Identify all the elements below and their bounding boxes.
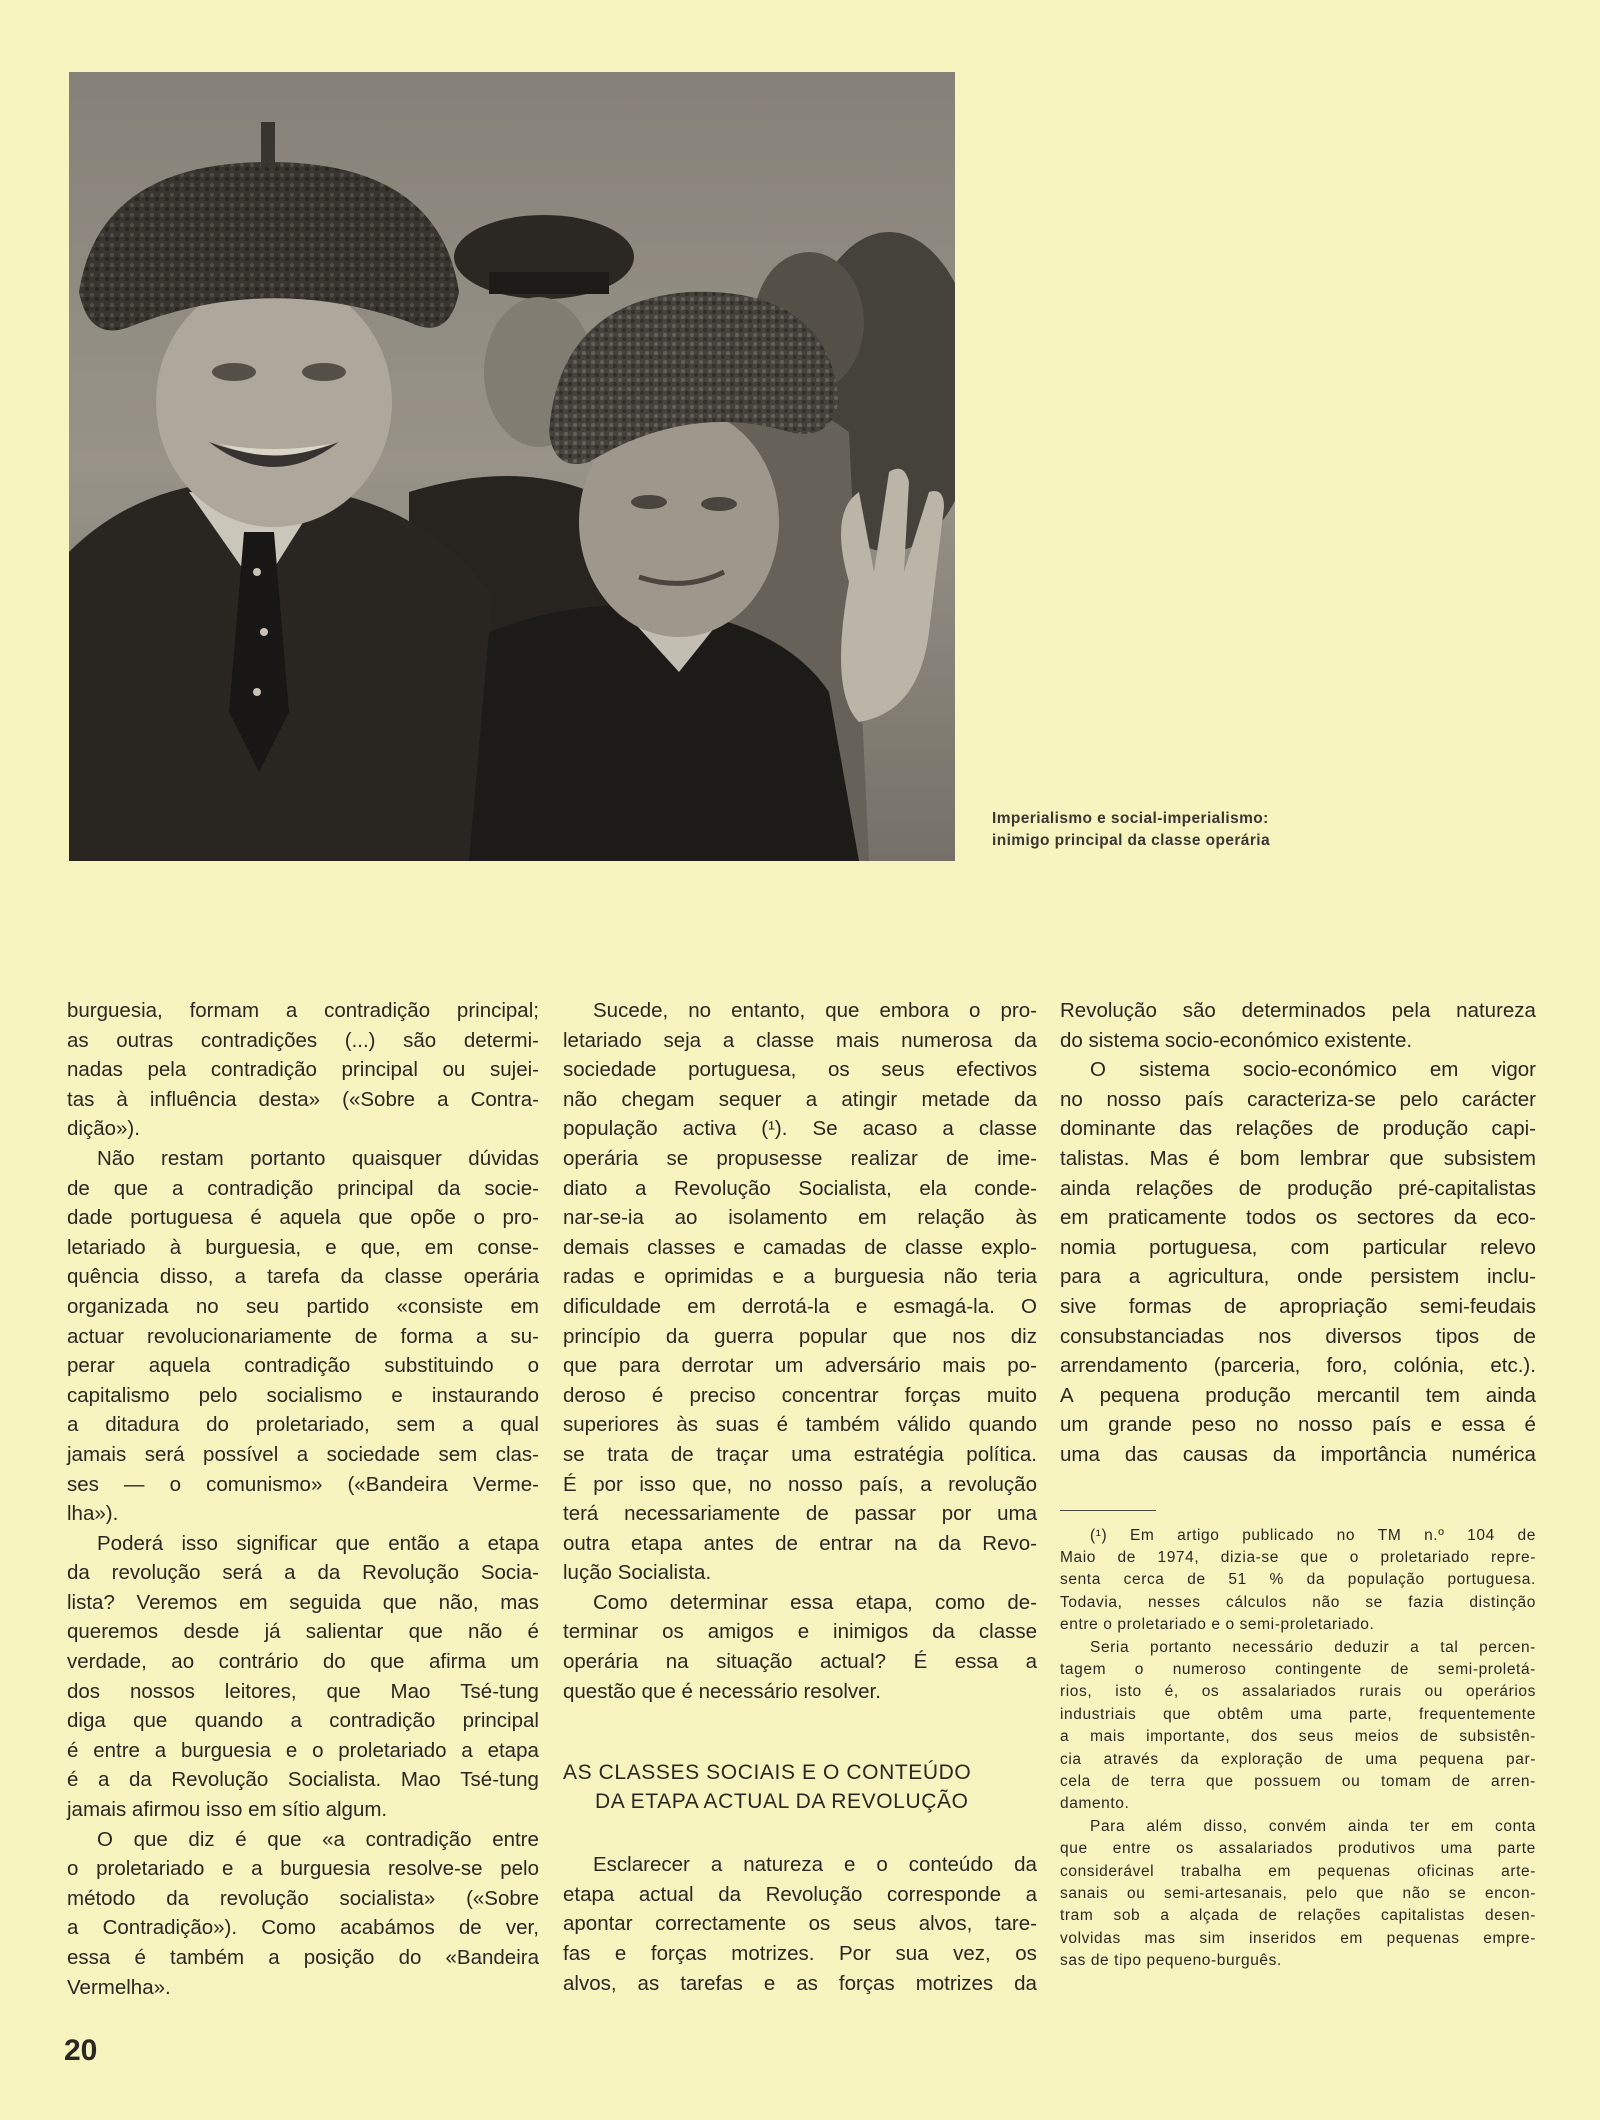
text-line: dificuldade em derrotá-la e esmagá-la. O <box>563 1294 1037 1318</box>
text-line: sanais ou semi-artesanais, pelo que não se encon- <box>1060 1885 1536 1902</box>
column-2-section-body <box>563 1850 1037 1998</box>
text-line: outra etapa antes de entrar na da Revo- <box>563 1531 1037 1555</box>
text-line: uma das causas da importância numérica <box>1060 1442 1536 1466</box>
text-line: Maio de 1974, dizia-se que o proletariado repre- <box>1060 1548 1536 1566</box>
text-line: de que a contradição principal da socie- <box>67 1176 539 1200</box>
text-line: sas de tipo pequeno-burguês. <box>1060 1952 1282 1970</box>
text-line: que para derrotar um adversário mais po- <box>563 1354 1037 1378</box>
text-line: apontar correctamente os seus alvos, tare- <box>563 1912 1037 1936</box>
text-line: operária se propusesse realizar de ime- <box>563 1146 1037 1170</box>
text-line: método da revolução socialista» («Sobre <box>67 1886 539 1910</box>
text-line: letariado à burguesia, e que, em conse- <box>67 1235 539 1259</box>
text-line: operária na situação actual? É essa a <box>563 1650 1037 1674</box>
text-line: a mais importante, dos seus meios de subsistên- <box>1060 1728 1536 1746</box>
text-line: perar aquela contradição substituindo o <box>67 1354 539 1378</box>
text-line: a ditadura do proletariado, sem a qual <box>67 1413 539 1437</box>
text-line: Para além disso, convém ainda ter em conta <box>1090 1817 1536 1835</box>
column-3-body <box>1060 996 1536 1470</box>
text-line: não chegam sequer a atingir metade da <box>563 1087 1037 1111</box>
text-line: O sistema socio-económico em vigor <box>1090 1058 1536 1082</box>
text-line: diato a Revolução Socialista, ela conde- <box>563 1176 1037 1200</box>
text-line: se trata de traçar uma estratégia política. <box>563 1442 1037 1466</box>
text-line: Todavia, nesses cálculos não se fazia distinção <box>1060 1593 1536 1611</box>
page-number: 20 <box>64 2034 98 2067</box>
text-line: dição»). <box>67 1117 140 1141</box>
text-line: Não restam portanto quaisquer dúvidas <box>97 1146 539 1170</box>
text-line: O que diz é que «a contradição entre <box>97 1827 539 1851</box>
text-line: tagem o numeroso contingente de semi-proletá- <box>1060 1660 1536 1678</box>
text-line: diga que quando a contradição principal <box>67 1709 539 1733</box>
text-line: Sucede, no entanto, que embora o pro- <box>593 999 1037 1022</box>
text-line: em praticamente todos os sectores da eco- <box>1060 1206 1536 1230</box>
text-line: demais classes e camadas de classe explo- <box>563 1235 1037 1259</box>
text-line: consubstanciadas nos diversos tipos de <box>1060 1324 1536 1348</box>
text-line: nar-se-ia ao isolamento em relação às <box>563 1206 1037 1230</box>
text-line: A pequena produção mercantil tem ainda <box>1060 1383 1536 1407</box>
text-line: ainda relações de produção pré-capitalistas <box>1060 1176 1536 1200</box>
text-line: essa é também a posição do «Bandeira <box>67 1946 539 1969</box>
text-line: deroso é preciso concentrar forças muito <box>563 1383 1037 1407</box>
text-line: terminar os amigos e inimigos da classe <box>563 1620 1037 1644</box>
text-line: talistas. Mas é bom lembrar que subsistem <box>1060 1146 1536 1170</box>
text-line: ses — o comunismo» («Bandeira Verme- <box>67 1472 539 1496</box>
text-line: Revolução são determinados pela natureza <box>1060 999 1536 1022</box>
text-line: a Contradição»). Como acabámos de ver, <box>67 1916 539 1940</box>
text-column-3 <box>1060 996 1536 1973</box>
text-line: (¹) Em artigo publicado no TM n.º 104 de <box>1090 1526 1536 1544</box>
text-line: o proletariado e a burguesia resolve-se pelo <box>67 1857 539 1881</box>
text-line: verdade, ao contrário do que afirma um <box>67 1650 539 1674</box>
text-line: lução Socialista. <box>563 1561 712 1585</box>
text-line: burguesia, formam a contradição principal; <box>67 999 539 1022</box>
text-line: da revolução será a da Revolução Socia- <box>67 1561 539 1585</box>
text-column-1 <box>67 996 539 2002</box>
text-line: dominante das relações de produção capi- <box>1060 1117 1536 1141</box>
photograph <box>69 72 955 861</box>
text-line: terá necessariamente de passar por uma <box>563 1502 1037 1526</box>
text-line: Poderá isso significar que então a etapa <box>97 1531 539 1555</box>
column-2-body <box>563 996 1037 1706</box>
text-line: É por isso que, no nosso país, a revolução <box>563 1472 1037 1496</box>
text-line: alvos, as tarefas e as forças motrizes da <box>563 1971 1037 1995</box>
text-line: fas e forças motrizes. Por sua vez, os <box>563 1942 1037 1966</box>
text-line: tas à influência desta» («Sobre a Contra- <box>67 1087 539 1111</box>
text-line: nomia portuguesa, com particular relevo <box>1060 1235 1536 1259</box>
text-line: sociedade portuguesa, os seus efectivos <box>563 1058 1037 1082</box>
caption-line: inimigo principal da classe operária <box>992 832 1270 849</box>
text-line: população activa (¹). Se acaso a classe <box>563 1117 1037 1141</box>
text-line: que entre os assalariados produtivos uma parte <box>1060 1840 1536 1858</box>
text-line: tram sob a alçada de relações capitalistas desen- <box>1060 1907 1536 1925</box>
photo-caption <box>992 808 1372 852</box>
text-line: entre o proletariado e o semi-proletariado. <box>1060 1616 1375 1634</box>
text-line: um grande peso no nosso país e essa é <box>1060 1413 1536 1437</box>
text-line: quência disso, a tarefa da classe operária <box>67 1265 539 1289</box>
text-line: no nosso país caracteriza-se pelo carácter <box>1060 1087 1536 1111</box>
text-line: lha»). <box>67 1502 119 1526</box>
text-line: capitalismo pelo socialismo e instaurando <box>67 1383 539 1407</box>
text-line: Esclarecer a natureza e o conteúdo da <box>593 1853 1037 1877</box>
text-line: cia através da exploração de uma pequena par- <box>1060 1750 1536 1768</box>
text-line: superiores às suas é também válido quando <box>563 1413 1037 1437</box>
text-line: jamais será possível a sociedade sem clas- <box>67 1442 539 1466</box>
text-line: Vermelha». <box>67 1975 171 1999</box>
text-line: nadas pela contradição principal ou sujei- <box>67 1058 539 1082</box>
heading-line: DA ETAPA ACTUAL DA REVOLUÇÃO <box>595 1790 969 1814</box>
text-line: questão que é necessário resolver. <box>563 1679 881 1703</box>
text-line: sive formas de apropriação semi-feudais <box>1060 1294 1536 1318</box>
footnote-divider <box>1060 1510 1156 1511</box>
text-line: senta cerca de 51 % da população portuguesa. <box>1060 1571 1536 1589</box>
text-line: para a agricultura, onde persistem inclu- <box>1060 1265 1536 1289</box>
text-line: etapa actual da Revolução corresponde a <box>563 1882 1037 1906</box>
text-line: arrendamento (parceria, foro, colónia, etc.). <box>1060 1354 1536 1378</box>
text-line: é a da Revolução Socialista. Mao Tsé-tung <box>67 1768 539 1792</box>
text-line: Seria portanto necessário deduzir a tal percen- <box>1090 1638 1536 1656</box>
text-line: volvidas mas sim inseridos em pequenas empre- <box>1060 1929 1536 1947</box>
text-line: organizada no seu partido «consiste em <box>67 1294 539 1318</box>
text-line: princípio da guerra popular que nos diz <box>563 1324 1037 1348</box>
text-line: actuar revolucionariamente de forma a su- <box>67 1324 539 1348</box>
text-line: industriais que obtêm uma parte, frequentemente <box>1060 1705 1536 1723</box>
text-line: rios, isto é, os assalariados rurais ou operários <box>1060 1683 1536 1701</box>
text-line: dos nossos leitores, que Mao Tsé-tung <box>67 1679 539 1703</box>
text-line: queremos desde já salientar que não é <box>67 1620 539 1644</box>
text-line: as outras contradições (...) são determi- <box>67 1028 539 1052</box>
text-column-2 <box>563 996 1037 1998</box>
text-line: damento. <box>1060 1795 1130 1813</box>
text-line: Como determinar essa etapa, como de- <box>593 1590 1037 1614</box>
heading-line: AS CLASSES SOCIAIS E O CONTEÚDO <box>563 1761 972 1785</box>
caption-line: Imperialismo e social-imperialismo: <box>992 810 1269 827</box>
text-line: jamais afirmou isso em sítio algum. <box>67 1798 388 1822</box>
text-line: cela de terra que possuem ou tomam de arren- <box>1060 1772 1536 1790</box>
text-line: letariado seja a classe mais numerosa da <box>563 1028 1037 1052</box>
section-heading <box>563 1758 1037 1816</box>
text-line: dade portuguesa é aquela que opõe o pro- <box>67 1206 539 1230</box>
text-line: do sistema socio-económico existente. <box>1060 1028 1413 1052</box>
footnote <box>1060 1525 1536 1973</box>
text-line: é entre a burguesia e o proletariado a etapa <box>67 1738 539 1762</box>
text-line: considerável trabalha em pequenas oficinas arte- <box>1060 1862 1536 1880</box>
text-line: lista? Veremos em seguida que não, mas <box>67 1590 539 1614</box>
text-line: radas e oprimidas e a burguesia não teria <box>563 1265 1037 1289</box>
